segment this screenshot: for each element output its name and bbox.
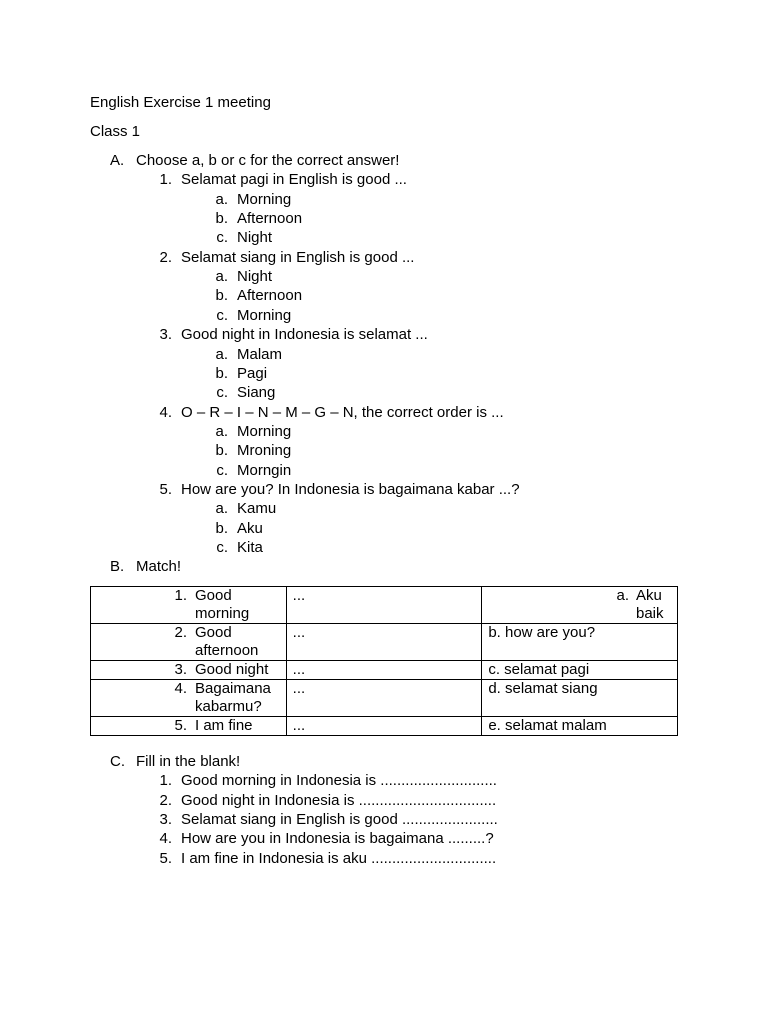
- option-text: Morngin: [237, 461, 292, 479]
- option-letter: b.: [215, 519, 228, 537]
- option-letter: a.: [215, 345, 228, 363]
- option-letter: a.: [215, 190, 228, 208]
- option-text: Morning: [237, 422, 292, 440]
- question-number: 2.: [159, 248, 172, 266]
- fill-text: Good morning in Indonesia is ............................: [181, 772, 497, 790]
- option-text: Kita: [237, 539, 263, 556]
- match-left-text: I am fine: [195, 717, 253, 734]
- match-left-cell: [91, 624, 287, 661]
- match-left-text: Good morning: [195, 587, 250, 622]
- fill-number: 3.: [159, 811, 172, 829]
- match-right-content: [488, 587, 671, 623]
- question-text: Selamat pagi in English is good ...: [181, 171, 407, 189]
- question-number: 5.: [159, 480, 172, 498]
- match-blank-cell: ...: [286, 680, 482, 717]
- section-c-marker: C.: [110, 753, 125, 770]
- match-left-cell: [91, 661, 287, 680]
- question-number: 4.: [159, 403, 172, 421]
- option-text: Aku: [237, 519, 263, 537]
- option-text: Night: [237, 268, 273, 286]
- match-right-cell: b. how are you?: [482, 624, 678, 661]
- option-letter: c.: [216, 306, 228, 324]
- option-letter: a.: [215, 422, 228, 440]
- match-blank-cell: ...: [286, 624, 482, 661]
- document-title: English Exercise 1 meeting: [90, 94, 271, 111]
- match-number: 3.: [174, 661, 187, 678]
- match-number: 1.: [174, 587, 187, 604]
- fill-text: How are you in Indonesia is bagaimana .........?: [181, 830, 494, 848]
- option-letter: b.: [215, 442, 228, 460]
- option-text: Mroning: [237, 442, 292, 460]
- option-letter: a.: [215, 500, 228, 518]
- fill-number: 1.: [159, 772, 172, 790]
- option-text: Afternoon: [237, 210, 303, 228]
- class-label: Class 1: [90, 123, 141, 140]
- question-text: Selamat siang in English is good ...: [181, 248, 415, 266]
- option-text: Morning: [237, 190, 292, 208]
- table-row: [91, 680, 678, 717]
- option-letter: c.: [216, 539, 228, 556]
- fill-number: 2.: [159, 791, 172, 809]
- table-row: [91, 624, 678, 661]
- fill-text: Good night in Indonesia is .................................: [181, 791, 497, 809]
- match-left-cell: [91, 680, 287, 717]
- match-right-letter: a.: [616, 587, 629, 604]
- match-left-content: [97, 680, 280, 716]
- section-b-instruction: Match!: [136, 558, 182, 575]
- question-number: 3.: [159, 326, 172, 344]
- section-a-marker: A.: [110, 152, 125, 169]
- match-blank-cell: ...: [286, 661, 482, 680]
- option-letter: b.: [215, 364, 228, 382]
- match-number: 5.: [174, 717, 187, 734]
- option-letter: a.: [215, 268, 228, 286]
- question-text: Good night in Indonesia is selamat ...: [181, 326, 428, 344]
- fill-number: 5.: [159, 849, 172, 867]
- option-letter: b.: [215, 210, 228, 228]
- match-left-cell: [91, 587, 287, 624]
- match-left-content: [97, 587, 280, 623]
- fill-text: Selamat siang in English is good .......................: [181, 811, 498, 829]
- match-table: [90, 586, 678, 736]
- fill-number: 4.: [159, 830, 172, 848]
- fill-text: I am fine in Indonesia is aku ..............................: [181, 849, 497, 867]
- option-text: Kamu: [237, 500, 277, 518]
- match-right-cell: d. selamat siang: [482, 680, 678, 717]
- match-number: 4.: [174, 680, 187, 697]
- option-text: Siang: [237, 384, 276, 402]
- match-blank-cell: ...: [286, 587, 482, 624]
- option-text: Morning: [237, 306, 292, 324]
- match-blank-cell: ...: [286, 717, 482, 736]
- match-left-text: Bagaimana kabarmu?: [195, 680, 271, 715]
- option-letter: c.: [216, 461, 228, 479]
- match-number: 2.: [174, 624, 187, 641]
- option-text: Malam: [237, 345, 283, 363]
- match-left-text: Good night: [195, 661, 269, 678]
- table-row: [91, 661, 678, 680]
- match-right-cell: [482, 587, 678, 624]
- match-right-text: Aku baik: [636, 587, 664, 622]
- question-text: O – R – I – N – M – G – N, the correct order is ...: [181, 403, 504, 421]
- option-text: Night: [237, 229, 273, 247]
- match-left-content: [97, 717, 280, 735]
- question-number: 1.: [159, 171, 172, 189]
- option-text: Afternoon: [237, 287, 303, 305]
- table-row: [91, 587, 678, 624]
- section-a-instruction: Choose a, b or c for the correct answer!: [136, 152, 400, 169]
- match-right-cell: c. selamat pagi: [482, 661, 678, 680]
- match-left-content: [97, 661, 280, 679]
- option-text: Pagi: [237, 364, 268, 382]
- section-b-marker: B.: [110, 558, 125, 575]
- match-left-text: Good afternoon: [195, 624, 259, 659]
- option-letter: c.: [216, 384, 228, 402]
- table-row: [91, 717, 678, 736]
- option-letter: c.: [216, 229, 228, 247]
- match-right-cell: e. selamat malam: [482, 717, 678, 736]
- question-text: How are you? In Indonesia is bagaimana kabar ...?: [181, 480, 520, 498]
- section-c-instruction: Fill in the blank!: [136, 753, 241, 770]
- match-left-cell: [91, 717, 287, 736]
- match-left-content: [97, 624, 280, 660]
- option-letter: b.: [215, 287, 228, 305]
